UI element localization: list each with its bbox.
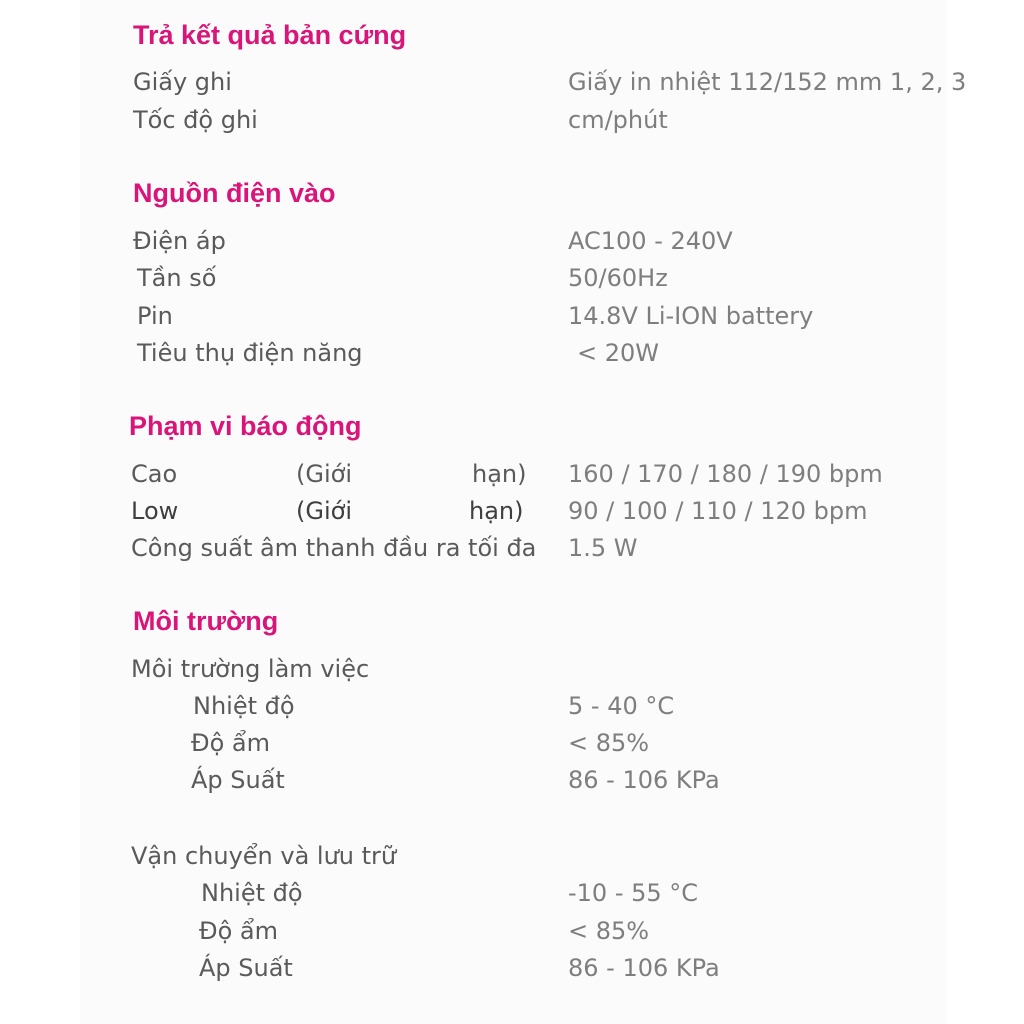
spec-value-working-temp: 5 - 40 °C xyxy=(568,692,675,720)
spec-value-paper: Giấy in nhiệt 112/152 mm 1, 2, 3 xyxy=(568,68,967,96)
spec-label-working-temp: Nhiệt độ xyxy=(193,692,295,720)
spec-label-storage-humidity: Độ ẩm xyxy=(199,917,278,945)
spec-label-low: Low xyxy=(131,497,179,525)
spec-label-paper: Giấy ghi xyxy=(133,68,232,96)
spec-value-battery: 14.8V Li-ION battery xyxy=(568,302,814,330)
spec-value-frequency: 50/60Hz xyxy=(568,264,668,292)
section-title-environment: Môi trường xyxy=(133,606,279,636)
spec-value-speed: cm/phút xyxy=(568,106,668,134)
spec-value-storage-pressure: 86 - 106 KPa xyxy=(568,954,720,982)
spec-value-storage-humidity: < 85% xyxy=(568,917,650,945)
spec-value-storage-temp: -10 - 55 °C xyxy=(568,879,699,907)
spec-label-voltage: Điện áp xyxy=(133,227,226,255)
subsection-working: Môi trường làm việc xyxy=(131,655,370,683)
subsection-storage: Vận chuyển và lưu trữ xyxy=(131,842,397,870)
spec-label-speed: Tốc độ ghi xyxy=(133,106,258,134)
section-title-alarm: Phạm vi báo động xyxy=(129,411,362,441)
spec-value-audio-power: 1.5 W xyxy=(568,534,638,562)
spec-label-working-humidity: Độ ẩm xyxy=(191,729,270,757)
spec-label-storage-pressure: Áp Suất xyxy=(199,954,293,982)
section-title-print: Trả kết quả bản cứng xyxy=(133,20,407,50)
spec-value-voltage: AC100 - 240V xyxy=(568,227,733,255)
section-title-power: Nguồn điện vào xyxy=(133,178,336,208)
spec-value-high: 160 / 170 / 180 / 190 bpm xyxy=(568,460,883,488)
spec-value-working-pressure: 86 - 106 KPa xyxy=(568,766,720,794)
spec-value-consumption: < 20W xyxy=(577,339,660,367)
spec-label-high-limit-open: (Giới xyxy=(296,460,352,488)
spec-label-audio-power: Công suất âm thanh đầu ra tối đa xyxy=(131,534,537,562)
spec-label-working-pressure: Áp Suất xyxy=(191,766,285,794)
spec-label-storage-temp: Nhiệt độ xyxy=(201,879,303,907)
spec-label-frequency: Tần số xyxy=(137,264,217,292)
spec-value-low: 90 / 100 / 110 / 120 bpm xyxy=(568,497,868,525)
spec-label-high: Cao xyxy=(131,460,178,488)
spec-value-working-humidity: < 85% xyxy=(568,729,650,757)
spec-label-low-limit-open: (Giới xyxy=(296,497,352,525)
spec-label-consumption: Tiêu thụ điện năng xyxy=(137,339,363,367)
spec-label-battery: Pin xyxy=(137,302,173,330)
spec-label-low-limit-close: hạn) xyxy=(469,497,524,525)
spec-label-high-limit-close: hạn) xyxy=(472,460,527,488)
